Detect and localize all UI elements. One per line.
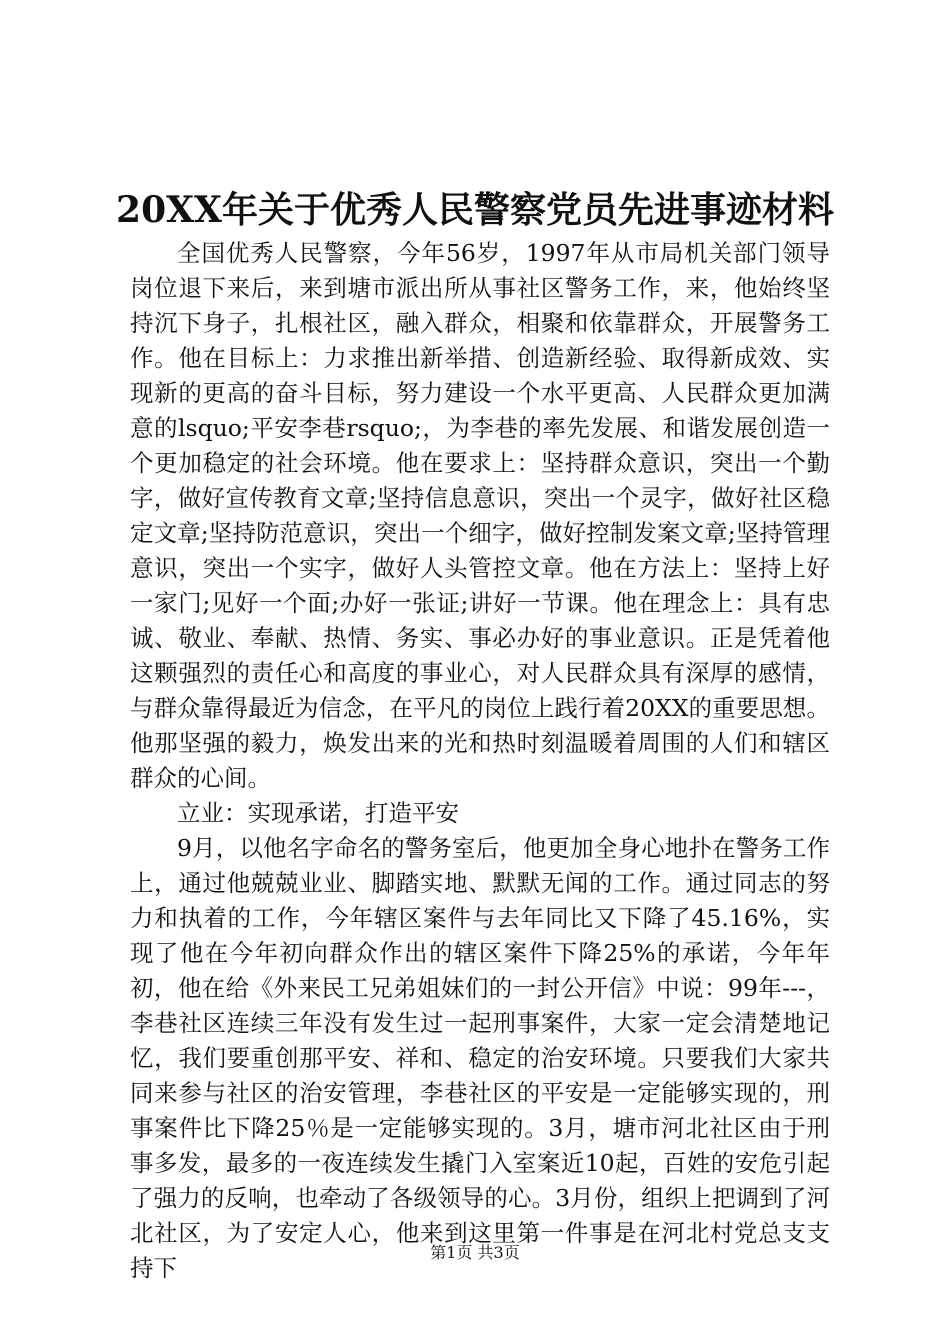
paragraph-intro: 全国优秀人民警察，今年56岁，1997年从市局机关部门领导岗位退下来后，来到塘市派出所从事社区警务工作，来，他始终坚持沉下身子，扎根社区，融入群众，相聚和依靠群众，开展警务工作。他在目标上：力求推出新举措、创造新经验、取得新成效、实现新的更高的奋斗目标，努力建设一个水平更高、人民群众更加满意的lsquo;平安李巷rsquo;，为李巷的率先发展、和谐发展创造一个更加稳定的社会环境。他在要求上：坚持群众意识，突出一个勤字，做好宣传教育文章;坚持信息意识，突出一个灵字，做好社区稳定文章;坚持防范意识，突出一个细字，做好控制发案文章;坚持管理意识，突出一个实字，做好人头管控文章。他在方法上：坚持上好一家门;见好一个面;办好一张证;讲好一节课。他在理念上：具有忠诚、敬业、奉献、热情、务实、事必办好的事业意识。正是凭着他这颗强烈的责任心和高度的事业心，对人民群众具有深厚的感情，与群众靠得最近为信念，在平凡的岗位上践行着20XX的重要思想。他那坚强的毅力，焕发出来的光和热时刻温暖着周围的人们和辖区群众的心间。 [130,239,830,792]
document-title: 20XX年关于优秀人民警察党员先进事迹材料 [116,189,834,231]
page-number-footer: 第1页 共3页 [430,1243,520,1262]
paragraph-section: 9月，以他名字命名的警务室后，他更加全身心地扑在警务工作上，通过他兢兢业业、脚踏实地、默默无闻的工作。通过同志的努力和执着的工作，今年辖区案件与去年同比又下降了45.16%，实现了他在今年初向群众作出的辖区案件下降25%的承诺，今年年初，他在给《外来民工兄弟姐妹们的一封公开信》中说：99年---，李巷社区连续三年没有发生过一起刑事案件，大家一定会清楚地记忆，我们要重创那平安、祥和、稳定的治安环境。只要我们大家共同来参与社区的治安管理，李巷社区的平安是一定能够实现的，刑事案件比下降25％是一定能够实现的。3月，塘市河北社区由于刑事多发，最多的一夜连续发生撬门入室案近10起，百姓的安危引起了强力的反响，也牵动了各级领导的心。3月份，组织上把调到了河北社区，为了安定人心，他来到这里第一件事是在河北村党总支支持下 [130,834,830,1282]
document-body [130,236,830,1286]
section-heading: 立业：实现承诺，打造平安 [177,799,459,827]
